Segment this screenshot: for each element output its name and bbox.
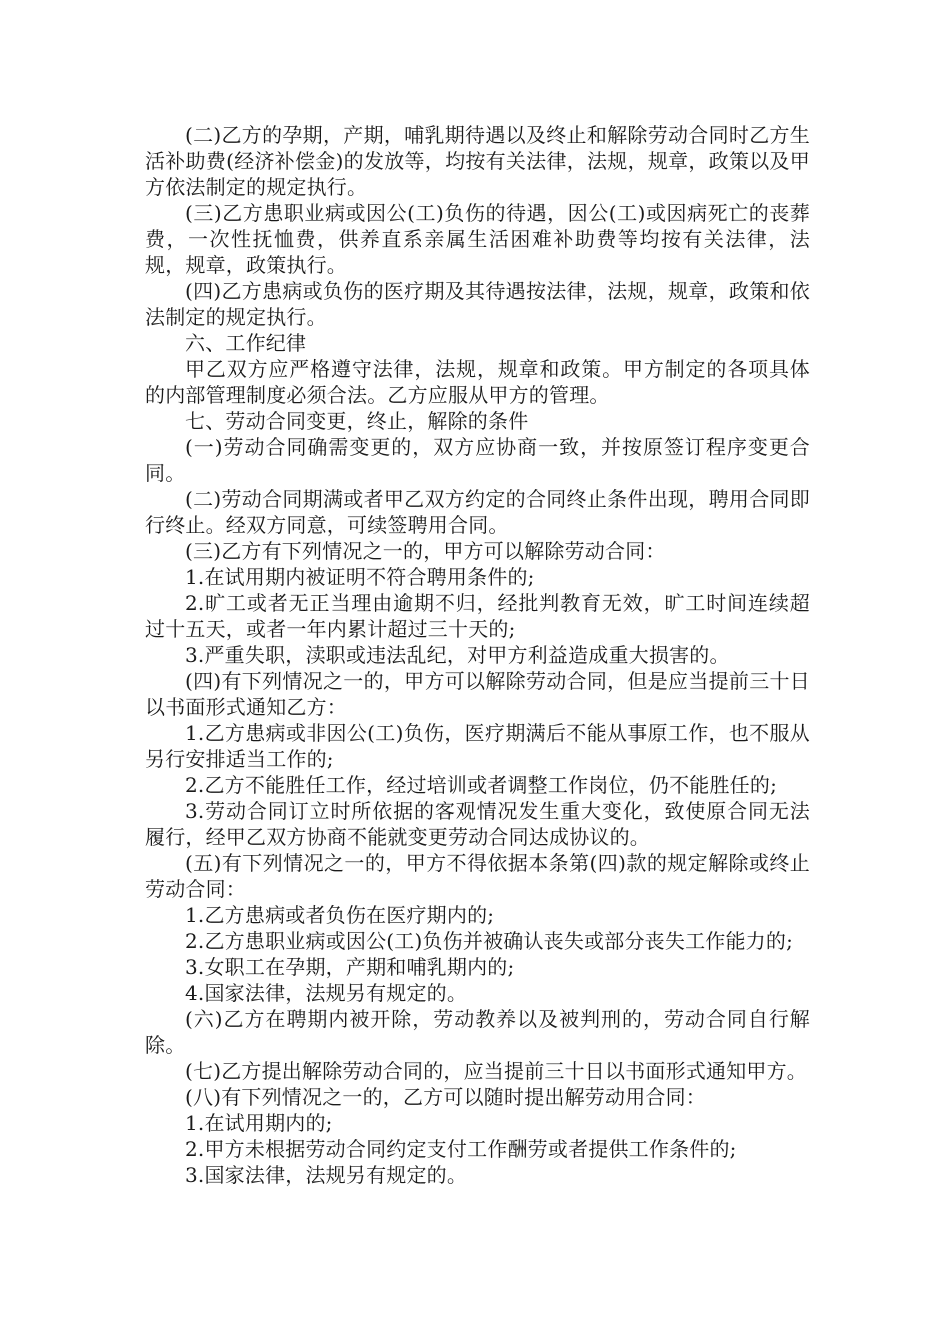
document-body: [145, 122, 810, 1188]
paragraph: (四)乙方患病或负伤的医疗期及其待遇按法律，法规，规章，政策和依法制定的规定执行。: [145, 279, 810, 329]
list-item: 1.乙方患病或非因公(工)负伤，医疗期满后不能从事原工作，也不服从另行安排适当工作的;: [145, 721, 810, 771]
list-item: 1.在试用期内被证明不符合聘用条件的;: [185, 565, 535, 589]
list-item: 2.乙方患职业病或因公(工)负伤并被确认丧失或部分丧失工作能力的;: [185, 929, 794, 953]
list-item: 1.乙方患病或者负伤在医疗期内的;: [185, 903, 495, 927]
paragraph: (四)有下列情况之一的，甲方可以解除劳动合同，但是应当提前三十日以书面形式通知乙方：: [145, 669, 810, 719]
list-item: 3.劳动合同订立时所依据的客观情况发生重大变化，致使原合同无法履行，经甲乙双方协商不能就变更劳动合同达成协议的。: [145, 799, 810, 849]
list-item: 3.女职工在孕期，产期和哺乳期内的;: [185, 955, 515, 979]
paragraph: (三)乙方有下列情况之一的，甲方可以解除劳动合同：: [185, 539, 666, 563]
list-item: 3.严重失职，渎职或违法乱纪，对甲方利益造成重大损害的。: [185, 643, 730, 667]
paragraph: (六)乙方在聘期内被开除，劳动教养以及被判刑的，劳动合同自行解除。: [145, 1007, 810, 1057]
list-item: 1.在试用期内的;: [185, 1111, 333, 1135]
paragraph: (三)乙方患职业病或因公(工)负伤的待遇，因公(工)或因病死亡的丧葬费，一次性抚恤费，供养直系亲属生活困难补助费等均按有关法律，法规，规章，政策执行。: [145, 201, 810, 277]
list-item: 4.国家法律，法规另有规定的。: [185, 981, 468, 1005]
paragraph: (一)劳动合同确需变更的，双方应协商一致，并按原签订程序变更合同。: [145, 435, 810, 485]
list-item: 2.甲方未根据劳动合同约定支付工作酬劳或者提供工作条件的;: [185, 1137, 737, 1161]
paragraph: (二)乙方的孕期，产期，哺乳期待遇以及终止和解除劳动合同时乙方生活补助费(经济补偿金)的发放等，均按有关法律，法规，规章，政策以及甲方依法制定的规定执行。: [145, 123, 810, 199]
paragraph: (二)劳动合同期满或者甲乙双方约定的合同终止条件出现，聘用合同即行终止。经双方同意，可续签聘用合同。: [145, 487, 810, 537]
paragraph: (七)乙方提出解除劳动合同的，应当提前三十日以书面形式通知甲方。: [185, 1059, 808, 1083]
section-heading: 六、工作纪律: [185, 331, 307, 355]
paragraph: (八)有下列情况之一的，乙方可以随时提出解劳动用合同：: [185, 1085, 707, 1109]
paragraph: 甲乙双方应严格遵守法律，法规，规章和政策。甲方制定的各项具体的内部管理制度必须合法。乙方应服从甲方的管理。: [145, 357, 810, 407]
section-heading: 七、劳动合同变更，终止，解除的条件: [185, 409, 529, 433]
paragraph: (五)有下列情况之一的，甲方不得依据本条第(四)款的规定解除或终止劳动合同：: [145, 851, 810, 901]
list-item: 2.旷工或者无正当理由逾期不归，经批判教育无效，旷工时间连续超过十五天，或者一年内累计超过三十天的;: [145, 591, 810, 641]
list-item: 3.国家法律，法规另有规定的。: [185, 1163, 468, 1187]
list-item: 2.乙方不能胜任工作，经过培训或者调整工作岗位，仍不能胜任的;: [185, 773, 778, 797]
